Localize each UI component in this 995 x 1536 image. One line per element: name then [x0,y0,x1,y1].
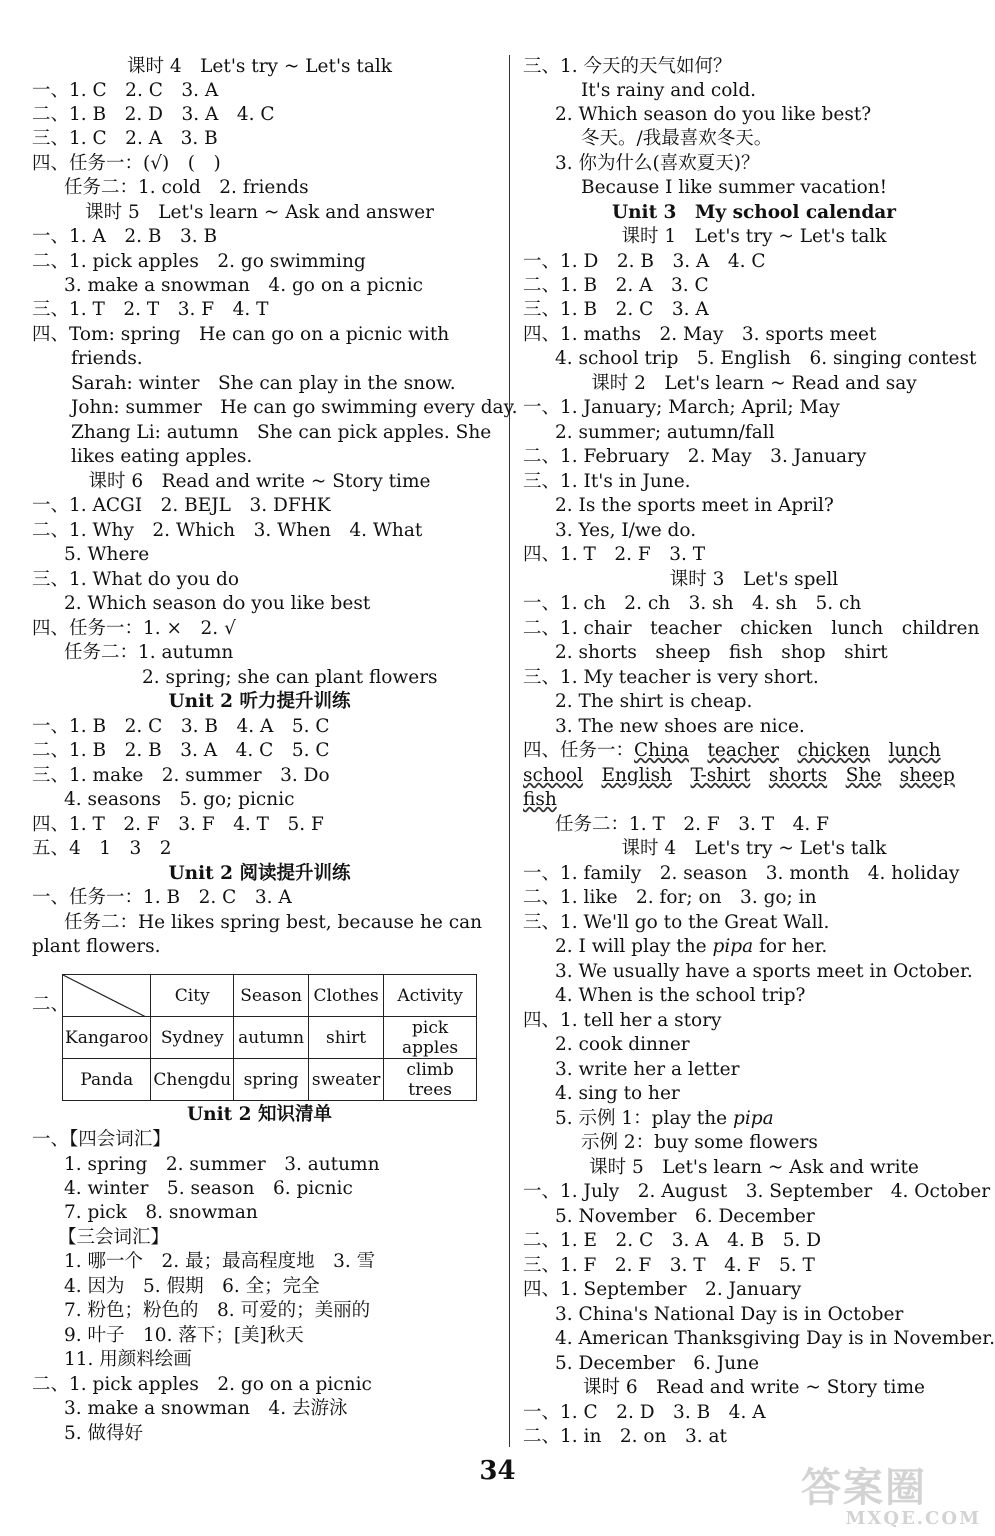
lesson-heading: 课时 4 Let's try ~ Let's talk [621,838,887,859]
answer-line: 4. American Thanksgiving Day is in November. [555,1328,995,1349]
table-header: Season [234,975,309,1017]
answer-line: 4. When is the school trip? [555,985,806,1006]
answer-line: 4. school trip 5. English 6. singing contest [555,348,977,369]
answer-line: 三、1. We'll go to the Great Wall. [523,912,830,933]
answer-line: 5. 做得好 [64,1423,144,1444]
answer-line: 2. shorts sheep fish shop shirt [555,642,888,663]
lesson-heading: 课时 6 Read and write ~ Story time [583,1377,925,1398]
answer-line: 一、任务一：1. B 2. C 3. A [32,887,292,908]
underlined-words-line [523,764,955,788]
answer-line [555,1107,774,1131]
answer-line: 3. China's National Day is in October [555,1304,904,1325]
answer-line: Sarah: winter She can play in the snow. [71,373,456,394]
answer-line: 二、1. Why 2. Which 3. When 4. What [32,520,423,541]
lesson-heading: 课时 2 Let's learn ~ Read and say [591,373,917,394]
underlined-word: China [634,740,689,761]
answer-line: 一、1. D 2. B 3. A 4. C [523,251,766,272]
lesson-heading: 课时 4 Let's try ~ Let's talk [127,56,392,77]
underlined-word: lunch [888,740,941,761]
column-divider [509,55,510,1447]
underlined-word: chicken [797,740,871,761]
answer-line: 3. 你为什么(喜欢夏天)？ [555,153,760,174]
answer-line: 7. 粉色；粉色的 8. 可爱的；美丽的 [64,1300,371,1321]
answer-line: 9. 叶子 10. 落下；[美]秋天 [64,1325,304,1346]
answer-line: Zhang Li: autumn She can pick apples. She [71,422,492,443]
answer-line: 一、【四会词汇】 [32,1129,171,1150]
answer-line: 四、1. tell her a story [523,1010,722,1031]
italic-word: pipa [732,1108,774,1129]
underlined-word: sheep [899,765,955,786]
answer-line: 三、1. 今天的天气如何？ [523,56,732,77]
answer-line: 4. 因为 5. 假期 6. 全；完全 [64,1276,320,1297]
answer-line [555,935,827,959]
table-header: Clothes [309,975,384,1017]
answer-line: 三、1. B 2. C 3. A [523,299,709,320]
answer-line: 1. 哪一个 2. 最；最高程度地 3. 雪 [64,1251,376,1272]
watermark-text: 答案圈 [801,1464,927,1511]
table-cell: Sydney [151,1017,234,1059]
answer-line: 四、1. maths 2. May 3. sports meet [523,324,877,345]
answer-line: 三、1. C 2. A 3. B [32,128,218,149]
answer-line: 【三会词汇】 [58,1227,170,1248]
underlined-word: T-shirt [690,765,751,786]
lesson-heading: 课时 5 Let's learn ~ Ask and answer [85,202,434,223]
answer-line: 2. summer; autumn/fall [555,422,775,443]
table-label: 二、 [32,994,70,1015]
answer-line: 三、1. My teacher is very short. [523,667,819,688]
answer-line: 3. make a snowman 4. 去游泳 [64,1398,348,1419]
answer-line: Because I like summer vacation! [581,177,888,198]
text-span: for her. [753,936,828,957]
answer-line: 4. winter 5. season 6. picnic [64,1178,353,1199]
answer-line: 一、1. January; March; April; May [523,397,840,418]
answer-line: 二、1. February 2. May 3. January [523,446,867,467]
section-heading: Unit 2 知识清单 [187,1104,332,1125]
answer-line: 一、1. C 2. C 3. A [32,80,219,101]
answer-line: John: summer He can go swimming every day. [71,397,518,418]
answer-line: 2. spring; she can plant flowers [142,667,438,688]
watermark-url: MXQE.COM [845,1508,981,1529]
answer-line: 2. Which season do you like best? [555,104,872,125]
answer-line: 二、1. pick apples 2. go on a picnic [32,1374,372,1395]
underlined-word: She [845,765,882,786]
answer-line: 1. spring 2. summer 3. autumn [64,1154,380,1175]
table-corner-cell [63,975,151,1017]
lesson-heading: 课时 1 Let's try ~ Let's talk [621,226,887,247]
answer-line: 3. write her a letter [555,1059,740,1080]
underlined-word: teacher [707,740,779,761]
answer-line: 二、1. B 2. D 3. A 4. C [32,104,275,125]
answer-line: 5. Where [64,544,150,565]
underlined-words-line [523,739,941,763]
lesson-heading: 课时 3 Let's spell [669,569,839,590]
table-cell: Panda [63,1059,151,1101]
table-cell: spring [234,1059,309,1101]
answer-line: 2. Which season do you like best [64,593,371,614]
lesson-heading: 课时 5 Let's learn ~ Ask and write [589,1157,919,1178]
answer-line: 二、1. chair teacher chicken lunch children [523,618,980,639]
answer-line: 3. Yes, I/we do. [555,520,697,541]
italic-word: pipa [712,936,754,957]
answer-line: 5. November 6. December [555,1206,815,1227]
answer-line: 三、1. T 2. T 3. F 4. T [32,299,269,320]
answer-line: 一、1. ACGI 2. BEJL 3. DFHK [32,495,331,516]
unit-heading: Unit 3 My school calendar [611,202,897,223]
answer-line: 2. cook dinner [555,1034,690,1055]
lesson-heading: 课时 6 Read and write ~ Story time [88,471,431,492]
task-label: 四、任务一： [523,740,635,761]
table-header: City [151,975,234,1017]
underlined-words-line [523,788,557,812]
table-row [63,1017,477,1059]
answer-line: 三、1. make 2. summer 3. Do [32,765,330,786]
table-cell: sweater [309,1059,384,1101]
answer-line: 2. The shirt is cheap. [555,691,753,712]
answer-line: 二、1. B 2. A 3. C [523,275,709,296]
table-cell: shirt [309,1017,384,1059]
answer-line: 五、4 1 3 2 [32,838,172,859]
answer-line: 11. 用颜料绘画 [64,1349,192,1370]
table-header-row [63,975,477,1017]
answer-line: 3. The new shoes are nice. [555,716,805,737]
table-header: Activity [384,975,477,1017]
underlined-word: English [601,765,672,786]
answer-line: friends. [71,348,143,369]
answer-line: 一、1. B 2. C 3. B 4. A 5. C [32,716,330,737]
answer-line: 一、1. ch 2. ch 3. sh 4. sh 5. ch [523,593,862,614]
answer-line: 二、1. like 2. for; on 3. go; in [523,887,817,908]
diagonal-line-icon [63,975,146,1017]
answer-line: 四、任务一：1. × 2. √ [32,618,236,639]
table-cell: Kangaroo [63,1017,151,1059]
answer-line: 4. sing to her [555,1083,680,1104]
table-cell: pick apples [384,1017,477,1059]
answer-line: 任务二：1. T 2. F 3. T 4. F [555,814,829,835]
answer-line: 3. We usually have a sports meet in October. [555,961,973,982]
answer-line: 三、1. It's in June. [523,471,691,492]
answer-line: likes eating apples. [71,446,253,467]
answer-line: 任务二：He likes spring best, because he can [64,912,483,933]
answer-line: 4. seasons 5. go; picnic [64,789,295,810]
answer-line: 一、1. July 2. August 3. September 4. October [523,1181,991,1202]
underlined-word: school [523,765,583,786]
answer-line: It's rainy and cold. [581,80,757,101]
answer-line: 7. pick 8. snowman [64,1202,258,1223]
answer-table [62,974,477,1101]
answer-line: 三、1. What do you do [32,569,240,590]
answer-line: 任务二：1. autumn [64,642,234,663]
answer-line: 二、1. B 2. B 3. A 4. C 5. C [32,740,330,761]
watermark-logo [801,1464,981,1532]
answer-line: 5. December 6. June [555,1353,760,1374]
answer-line: 四、Tom: spring He can go on a picnic with [32,324,450,345]
section-heading: Unit 2 听力提升训练 [168,691,351,712]
table-row [63,1059,477,1101]
text-span: 5. 示例 1：play the [555,1108,733,1129]
page-number: 34 [479,1456,516,1486]
underlined-word: shorts [768,765,828,786]
answer-line: 一、1. A 2. B 3. B [32,226,218,247]
answer-line: 四、任务一：(√) ( ) [32,153,221,174]
answer-line: plant flowers. [32,936,161,957]
table-cell: autumn [234,1017,309,1059]
answer-line: 3. make a snowman 4. go on a picnic [64,275,423,296]
answer-line: 冬天。/我最喜欢冬天。 [581,128,773,149]
answer-line: 二、1. in 2. on 3. at [523,1426,727,1447]
table-cell: climb trees [384,1059,477,1101]
answer-line: 四、1. T 2. F 3. T [523,544,706,565]
text-span: 2. I will play the [555,936,713,957]
answer-line: 2. Is the sports meet in April? [555,495,834,516]
underlined-word: fish [523,789,557,810]
answer-line: 一、1. family 2. season 3. month 4. holiday [523,863,960,884]
answer-line: 任务二：1. cold 2. friends [64,177,309,198]
answer-line: 一、1. C 2. D 3. B 4. A [523,1402,766,1423]
answer-line: 二、1. E 2. C 3. A 4. B 5. D [523,1230,822,1251]
section-heading: Unit 2 阅读提升训练 [168,863,351,884]
answer-line: 三、1. F 2. F 3. T 4. F 5. T [523,1255,815,1276]
answer-line: 四、1. T 2. F 3. F 4. T 5. F [32,814,324,835]
answer-line: 示例 2：buy some flowers [581,1132,818,1153]
answer-line: 二、1. pick apples 2. go swimming [32,251,366,272]
table-cell: Chengdu [151,1059,234,1101]
answer-line: 四、1. September 2. January [523,1279,802,1300]
